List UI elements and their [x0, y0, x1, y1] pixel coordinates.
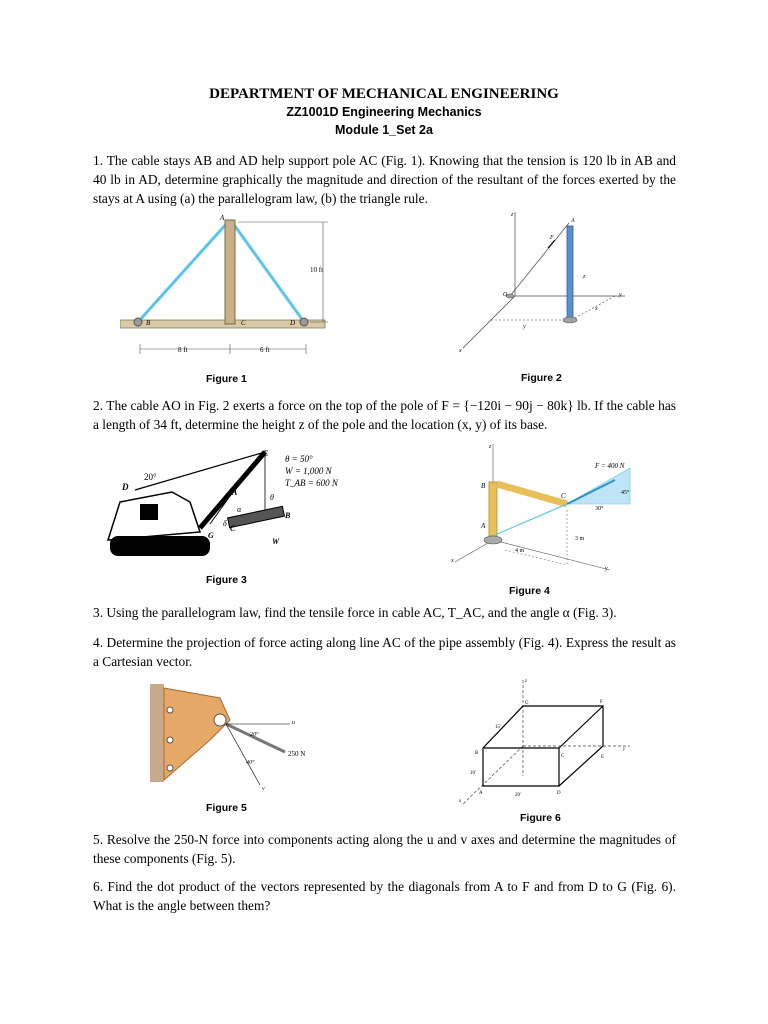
question-text: The cable AO in Fig. 2 exerts a force on the top of the pole of F = {−120i − 90j − 80k} lb. If the cable has a length of 34 ft, determine the height z of the pole and the location (x, y) of its base. [93, 398, 676, 432]
figure-4-diagram [445, 440, 650, 580]
svg-text:G: G [525, 701, 529, 706]
svg-text:B: B [475, 751, 479, 756]
cable-ad [232, 222, 304, 322]
svg-text:v: v [262, 786, 265, 792]
question-number: 1. [93, 153, 104, 168]
svg-text:B: B [481, 482, 486, 490]
question-number: 6. [93, 879, 104, 894]
pole-ac [225, 220, 235, 324]
force-arrow [548, 240, 555, 248]
question-6 [93, 877, 676, 915]
svg-text:F: F [600, 700, 603, 705]
svg-text:10 ft: 10 ft [310, 266, 324, 274]
svg-text:G: G [208, 531, 214, 540]
svg-text:45°: 45° [621, 490, 630, 496]
question-number: 4. [93, 635, 104, 650]
figure-4-caption: Figure 4 [509, 585, 550, 597]
svg-text:x: x [451, 558, 454, 564]
svg-text:F = 400 N: F = 400 N [595, 462, 625, 470]
question-5 [93, 830, 676, 868]
svg-text:8 ft: 8 ft [178, 346, 188, 354]
anchor-b [134, 318, 142, 326]
svg-text:x: x [459, 799, 462, 804]
question-1 [93, 151, 676, 208]
svg-text:D: D [290, 319, 296, 327]
line-ac [495, 504, 567, 535]
figure-6-caption: Figure 6 [520, 812, 561, 824]
question-4 [93, 633, 676, 671]
question-3 [93, 603, 676, 622]
svg-text:C: C [561, 754, 565, 759]
svg-text:x: x [595, 306, 598, 312]
cable-ab [138, 222, 228, 322]
department-title: DEPARTMENT OF MECHANICAL ENGINEERING [209, 86, 559, 102]
svg-text:A: A [481, 522, 486, 530]
figure-5-caption: Figure 5 [206, 802, 247, 814]
svg-text:x: x [459, 348, 462, 354]
svg-text:30°: 30° [595, 506, 604, 512]
svg-text:y: y [619, 292, 622, 298]
pipe-bc [497, 484, 567, 504]
svg-text:A: A [220, 214, 225, 222]
svg-text:A: A [479, 791, 483, 796]
x-axis [463, 296, 515, 348]
svg-text:20°: 20° [250, 732, 259, 738]
svg-text:3 m: 3 m [575, 536, 585, 542]
cable-250n [226, 724, 285, 752]
svg-text:6 ft: 6 ft [260, 346, 270, 354]
svg-text:10': 10' [470, 771, 476, 776]
pin-hole [214, 714, 226, 726]
svg-text:θ: θ [270, 493, 274, 502]
svg-text:F: F [550, 235, 554, 241]
crane-tracks [110, 536, 210, 556]
figure-3-diagram [100, 440, 370, 570]
svg-text:y: y [523, 324, 526, 330]
svg-text:z: z [583, 274, 586, 280]
svg-text:20°: 20° [144, 472, 157, 482]
question-2 [93, 396, 676, 434]
svg-text:y: y [605, 566, 608, 572]
figure-5-diagram [150, 680, 340, 792]
figure-1-diagram [120, 212, 335, 360]
svg-text:θ = 50°: θ = 50° [285, 454, 313, 464]
question-text: Using the parallelogram law, find the tensile force in cable AC, T_AC, and the angle α (Fig. 3). [106, 605, 617, 620]
svg-text:y: y [623, 747, 626, 752]
cable-ao [510, 223, 569, 296]
svg-text:A: A [232, 488, 238, 497]
question-text: Find the dot product of the vectors represented by the diagonals from A to F and from D to G (Fig. 6). What is the angle between them? [93, 879, 676, 913]
question-text: Determine the projection of force acting along line AC of the pipe assembly (Fig. 4). Express the result as a Cartesian vector. [93, 635, 676, 669]
svg-text:D: D [122, 482, 129, 492]
svg-text:C: C [241, 319, 246, 327]
figure-6-diagram [455, 676, 635, 806]
svg-text:T_AB = 600 N: T_AB = 600 N [285, 478, 338, 488]
figure-2-caption: Figure 2 [521, 372, 562, 384]
svg-text:α: α [237, 505, 242, 514]
question-number: 3. [93, 605, 104, 620]
svg-text:δ: δ [223, 519, 227, 528]
svg-text:4 m: 4 m [515, 548, 525, 554]
wall [150, 684, 164, 782]
svg-text:D: D [557, 791, 561, 796]
pole [567, 226, 573, 320]
module-title: Module 1_Set 2a [335, 123, 433, 137]
figure-3-caption: Figure 3 [206, 574, 247, 586]
question-text: The cable stays AB and AD help support pole AC (Fig. 1). Knowing that the tension is 120 lb in AB and 40 lb in AD, determine graphically the magnitude and direction of the resultant of the forces exerted by the stays at A using (a) the parallelogram law, (b) the triangle rule. [93, 153, 676, 206]
svg-text:O: O [503, 292, 508, 298]
question-text: Resolve the 250-N force into components acting along the u and v axes and determine the magnitudes of these components (Fig. 5). [93, 832, 676, 866]
svg-text:u: u [292, 720, 295, 726]
svg-text:C: C [230, 524, 236, 533]
svg-text:W = 1,000 N: W = 1,000 N [285, 466, 332, 476]
figure-2-diagram [455, 208, 635, 356]
question-number: 2. [93, 398, 104, 413]
svg-text:z: z [511, 212, 514, 218]
svg-text:B: B [285, 511, 291, 520]
svg-text:40°: 40° [246, 760, 255, 766]
svg-text:E: E [263, 449, 269, 458]
svg-text:W: W [272, 537, 280, 546]
pipe-ab [489, 482, 497, 536]
svg-text:C: C [561, 492, 566, 500]
course-title: ZZ1001D Engineering Mechanics [286, 105, 482, 119]
anchor-d [300, 318, 308, 326]
svg-text:20': 20' [515, 793, 521, 798]
svg-text:15': 15' [495, 725, 501, 730]
figure-1-caption: Figure 1 [206, 373, 247, 385]
svg-text:E: E [601, 755, 605, 760]
svg-text:B: B [146, 319, 151, 327]
svg-text:A: A [571, 218, 575, 224]
svg-text:z: z [525, 679, 527, 684]
svg-text:250 N: 250 N [288, 750, 306, 758]
question-number: 5. [93, 832, 104, 847]
svg-text:z: z [489, 444, 492, 450]
bracket [164, 688, 230, 780]
